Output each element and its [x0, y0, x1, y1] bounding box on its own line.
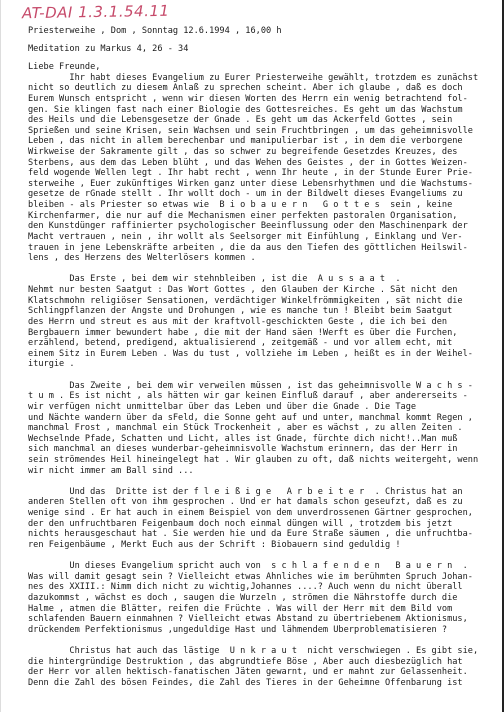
body-line: Das Zweite , bei dem wir verweilen müssen , ist das geheimnisvolle W a c h s -: [28, 380, 473, 391]
body-line: der den unfruchtbaren Feigenbaum doch noch einmal düngen will , trotzdem bis jetzt: [28, 518, 453, 529]
body-line: die hintergründige Destruktion , das abgrundtiefe Böse , Aber auch diesbezüglich hat: [28, 656, 463, 667]
body-line: Un dieses Evangelium spricht auch von s c h l a f e n d e n B a u e r n .: [28, 561, 468, 572]
body-line: des Herrn und streut es aus mit der kraftvoll-geschickten Geste , die ich bei den: [28, 316, 448, 327]
body-line: lens , des Herzens des Welterlösers kommen .: [28, 253, 256, 264]
page-left-edge: [0, 0, 1, 712]
body-line: nes des XXIII.: Nimm dich nicht zu wichtig,Johannes ....? Auch wenn du nicht überall: [28, 582, 463, 593]
body-line: Bergbauern immer bewundert habe , die mit der Hand säen !Werft es über die Furchen,: [28, 327, 458, 338]
body-line: schlafenden Bauern einmahnen ? Vielleicht etwas Abstand zu übertriebenem Aktionismus,: [28, 614, 468, 625]
body-line: Wechselnde Pfade, Schatten und Licht, alles ist Gnade, fürchte dich nicht!..Man muß: [28, 433, 458, 444]
body-line: Ihr habt dieses Evangelium zu Eurer Priesterweihe gewählt, trotzdem es zunächst: [28, 72, 479, 83]
body-line: den Kunstdünger raffinierter psychologischer Beeinflussung oder den Maschinenpark der: [28, 221, 468, 232]
header-line-title: Meditation zu Markus 4, 26 - 34: [28, 44, 189, 54]
body-line: trauen in jene Lebenskräfte arbeiten , die da aus den Tiefen des göttlichen Heilswil-: [28, 242, 468, 253]
body-line: iturgie .: [28, 359, 75, 370]
body-line: Leben , das nicht in allem berechenbar und manipulierbar ist , in dem die verborgene: [28, 136, 463, 147]
body-line: sein strömendes Heil hineingelegt hat . Wir glauben zu oft, daß nichts weitergeht, wenn: [28, 454, 479, 465]
body-line: Kirchenfarmer, die nur auf die Mechanismen einer perfekten pastoralen Organisation,: [28, 210, 458, 221]
body-line: und Nächte wandern über da sFeld, die Sonne geht auf und unter, manchmal kommt Regen ,: [28, 412, 473, 423]
body-line: bleiben - als Priester so etwas wie B i o b a u e r n G o t t e s sein , keine: [28, 200, 453, 211]
body-line: drückendem Perfektionismus ,ungeduldige Hast und lähmendem Überproblematisieren ?: [28, 624, 448, 635]
body-line: wir verfügen nicht unmittelbar über das Leben und über die Gnade . Die Tage: [28, 401, 417, 412]
body-line: wir nicht immer am Ball sind ...: [28, 465, 194, 476]
body-line: gesetze de rGnade stellt . Ihr wollt doch - um in der Bildwelt dieses Evangeliums zu: [28, 189, 463, 200]
body-line: Sterbens, aus dem das Leben blüht , und das Wehen des Geistes , der in Gottes Weizen-: [28, 157, 468, 168]
body-line: der Herr vor allen hektisch-fanatischen Jäten gewarnt, und er mahnt zur Gelassenheit.: [28, 667, 468, 678]
body-line: Liebe Freunde,: [28, 62, 101, 72]
body-line: Wirkweise der Sakramente gilt , das so schwer zu begreifende Gesetzdes Kreuzes, des: [28, 147, 458, 157]
body-line: manchmal Frost , manchmal ein Stück Trockenheit , aber es wächst , zu allen Zeiten .: [28, 423, 463, 434]
body-line: Was will damit gesagt sein ? Vielleicht etwas Ähnliches wie im berühmten Spruch Johan-: [28, 571, 473, 582]
body-line: Christus hat auch das lästige U n k r a u t nicht verschwiegen . Es gibt sie,: [28, 646, 479, 657]
body-line: Macht vertrauen , nein , ihr wollt als Seelsorger mit Einfühlung , Einklang und Ver-: [28, 231, 463, 242]
archive-number-stamp: AT-DAI 1.3.1.54.11: [21, 1, 170, 23]
body-line: sterweihe , Euer zukünftiges Wirken ganz unter diese Lebensrhythmen und die Wachstums-: [28, 178, 473, 189]
body-line: erzählend, betend, predigend, aktualisierend , zeitgemäß - und vor allem echt, mit: [28, 338, 453, 349]
body-line: anderen Stellen oft von ihm gesprochen . Und er hat damals schon geseufzt, daß es zu: [28, 497, 463, 508]
body-line: Schlingpflanzen der Ängste und Drohungen , wie es manche tun ! Bleibt beim Saatgut: [28, 306, 453, 317]
body-line: Halme , atmen die Blätter, reifen die Früchte . Was will der Herr mit dem Bild vom: [28, 603, 453, 614]
body-line: Das Erste , bei dem wir stehnbleiben , ist die A u s s a a t .: [28, 274, 401, 285]
header-line-date: Priesterweihe , Dom , Sonntag 12.6.1994 , 16,00 h: [28, 26, 282, 36]
body-line: Denn die Zahl des bösen Feindes, die Zahl des Tieres in der Geheimne Offenbarung ist: [28, 678, 463, 688]
body-line: t u m . Es ist nicht , als hätten wir gar keinen Einfluß darauf , aber andererseits -: [28, 391, 468, 402]
body-line: ren Feigenbäume , Merkt Euch aus der Schrift : Biobauern sind geduldig !: [28, 539, 401, 550]
body-line: Klatschmohn religiöser Sensationen, verdächtiger Winkelfrömmigkeiten , sät nicht die: [28, 295, 463, 306]
body-line: einem Sitz in Eurem Leben . Was du tust , vollziehe im Leben , heißt es in der Weihel-: [28, 348, 473, 359]
body-line: wenige sind . Er hat auch in einem Beispiel von dem unverdrossenen Gärtner gesprochen,: [28, 508, 473, 518]
body-line: Nehmt nur besten Saatgut : Das Wort Gottes , den Glauben der Kirche . Sät nicht den: [28, 285, 458, 295]
body-line: Eurem Wunsch entspricht , wenn wir diesen Worten des Herrn ein wenig betrachtend fol-: [28, 93, 468, 104]
body-line: Und das Dritte ist der f l e i ß i g e A r b e i t e r . Christus hat an: [28, 486, 463, 497]
body-line: dazukommst , wächst es doch , saugen die Wurzeln , strömen die Nährstoffe durch die: [28, 593, 458, 603]
body-line: nicht so deutlich zu diesem Anlaß zu sprechen scheint. Aber ich glaube , daß es doch: [28, 83, 463, 94]
body-line: gen. Sie klingen fast nach einer Biologie des Gottesreiches. Es geht um das Wachstum: [28, 104, 463, 115]
body-line: feld wogende Wellen legt . Ihr habt recht , wenn Ihr heute , in der Stunde Eurer Prie-: [28, 168, 473, 179]
body-line: nichts herausgeschaut hat . Sie werden hie und da Eure Straße säumen , die unfruchtba-: [28, 529, 473, 540]
body-line: Sprießen und seine Krisen, sein Wachsen und sein Fruchtbringen , um das geheimnisvolle: [28, 125, 473, 136]
body-line: des Heils und die Lebensgesetze der Gnade . Es geht um das Ackerfeld Gottes , sein: [28, 115, 453, 126]
body-line: sich manchmal an dieses wunderbar-geheimnisvolle Wachstum erinnern, das der Herr in: [28, 444, 458, 455]
